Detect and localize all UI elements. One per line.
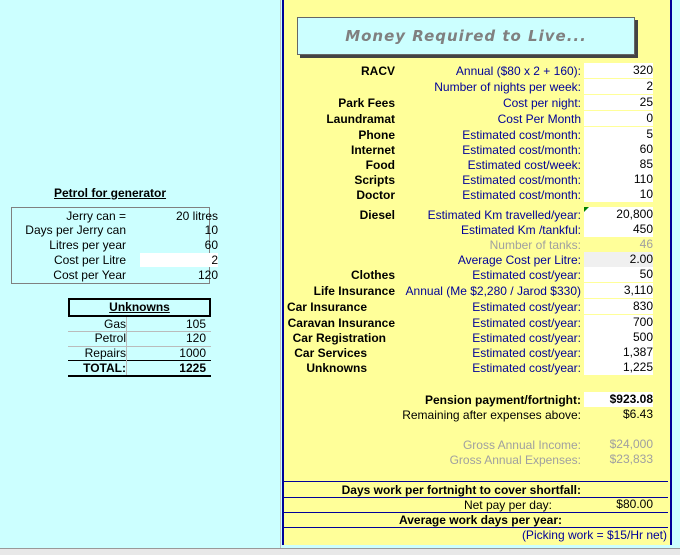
remaining-value[interactable]: $6.43 <box>622 407 653 421</box>
row-value-cell[interactable]: 0 <box>584 111 653 126</box>
row-label: Car Registration <box>292 331 386 345</box>
row-value-cell[interactable]: 5 <box>584 127 653 142</box>
row-label: Doctor <box>356 188 395 202</box>
row-desc: Annual (Me $2,280 / Jarod $330) <box>405 284 581 298</box>
row-desc: Estimated cost/year: <box>472 268 581 282</box>
petrol-value[interactable]: 60 <box>204 238 218 252</box>
column-divider <box>126 317 127 375</box>
row-desc: Number of tanks: <box>489 238 581 252</box>
row-label: Laundramat <box>326 112 395 126</box>
unknowns-label: Petrol <box>94 331 126 345</box>
petrol-label: Days per Jerry can <box>25 223 126 237</box>
row-value-cell[interactable]: 450 <box>584 222 653 237</box>
row-value-cell[interactable]: 46 <box>639 237 653 251</box>
row-value-cell[interactable]: 110 <box>584 172 653 187</box>
row-value-cell[interactable]: 1,225 <box>584 360 653 375</box>
pension-value[interactable]: $923.08 <box>584 392 653 407</box>
row-desc: Estimated cost/year: <box>472 300 581 314</box>
unknowns-label: Repairs <box>84 346 126 360</box>
page-title: Money Required to Live... <box>297 17 635 55</box>
unknowns-total-value[interactable]: 1225 <box>179 361 206 375</box>
unknowns-value[interactable]: 120 <box>185 331 206 345</box>
row-desc: Estimated Km travelled/year: <box>427 208 581 222</box>
row-value-cell[interactable]: 320 <box>584 63 653 78</box>
row-value-cell[interactable]: 10 <box>584 187 653 202</box>
unknowns-value[interactable]: 1000 <box>179 346 206 360</box>
row-desc: Estimated cost/month: <box>462 128 581 142</box>
remaining-label: Remaining after expenses above: <box>402 408 581 422</box>
divider-line <box>68 375 211 377</box>
row-label: Phone <box>358 128 395 142</box>
row-label: Unknowns <box>306 361 367 375</box>
petrol-table <box>11 207 218 284</box>
row-label: Caravan Insurance <box>287 316 395 330</box>
gross-expenses-label: Gross Annual Expenses: <box>449 453 581 467</box>
petrol-value[interactable]: 10 <box>204 223 218 237</box>
row-value-cell[interactable]: 830 <box>584 299 653 314</box>
row-label: Life Insurance <box>313 284 395 298</box>
avg-days-label: Average work days per year: <box>399 513 562 527</box>
gross-income-value[interactable]: $24,000 <box>609 437 653 451</box>
column-gridline <box>280 0 281 554</box>
row-label: Scripts <box>354 173 395 187</box>
row-value-cell[interactable]: 700 <box>584 315 653 330</box>
unknowns-total-label: TOTAL: <box>83 361 126 375</box>
row-desc: Estimated cost/month: <box>462 188 581 202</box>
row-value-cell[interactable]: 3,110 <box>584 283 653 298</box>
petrol-label: Litres per year <box>49 238 126 252</box>
petrol-value[interactable]: 120 <box>197 268 218 282</box>
row-label: RACV <box>360 64 395 78</box>
row-desc: Estimated cost/year: <box>472 316 581 330</box>
unknowns-title: Unknowns <box>68 298 211 317</box>
unknowns-value[interactable]: 105 <box>185 317 206 331</box>
net-pay-value[interactable]: $80.00 <box>616 497 653 511</box>
row-value-cell[interactable]: 25 <box>584 95 653 110</box>
row-value-cell[interactable]: 85 <box>584 157 653 172</box>
row-desc: Estimated cost/year: <box>472 346 581 360</box>
gross-expenses-value[interactable]: $23,833 <box>609 452 653 466</box>
petrol-label: Jerry can = <box>66 209 126 223</box>
row-desc: Annual ($80 x 2 + 160): <box>455 64 581 78</box>
row-desc: Cost Per Month <box>497 112 581 126</box>
row-desc: Average Cost per Litre: <box>457 253 581 267</box>
row-desc: Estimated cost/year: <box>472 331 581 345</box>
row-label: Car Insurance <box>286 300 367 314</box>
row-label: Food <box>365 158 395 172</box>
petrol-label: Cost per Litre <box>53 253 126 267</box>
petrol-value[interactable]: 2 <box>140 253 218 267</box>
row-desc: Estimated cost/week: <box>467 158 581 172</box>
row-desc: Cost per night: <box>502 96 581 110</box>
row-label: Park Fees <box>338 96 395 110</box>
pension-label: Pension payment/fortnight: <box>425 393 581 407</box>
row-label: Car Services <box>294 346 367 360</box>
row-label: Clothes <box>350 268 395 282</box>
row-value-cell[interactable]: 500 <box>584 330 653 345</box>
row-desc: Number of nights per week: <box>434 80 581 94</box>
unknowns-label: Gas <box>103 317 126 331</box>
row-desc: Estimated cost/month: <box>462 143 581 157</box>
row-value-cell[interactable]: 50 <box>584 267 653 282</box>
net-pay-label: Net pay per day: <box>463 498 552 512</box>
days-work-label: Days work per fortnight to cover shortfall: <box>341 483 581 497</box>
row-value-cell[interactable]: 2.00 <box>584 252 653 267</box>
row-desc: Estimated cost/year: <box>472 361 581 375</box>
row-desc: Estimated Km /tankful: <box>460 223 581 237</box>
petrol-title: Petrol for generator <box>54 186 167 200</box>
row-desc: Estimated cost/month: <box>462 173 581 187</box>
divider-line <box>282 481 668 482</box>
comment-indicator-icon[interactable] <box>584 207 589 212</box>
row-value-cell[interactable]: 20,800 <box>584 207 653 222</box>
gross-income-label: Gross Annual Income: <box>462 438 581 452</box>
row-label: Diesel <box>359 208 395 222</box>
row-label: Internet <box>350 143 395 157</box>
row-value-cell[interactable]: 1,387 <box>584 345 653 360</box>
picking-note: (Picking work = $15/Hr net) <box>521 528 667 542</box>
petrol-label: Cost per Year <box>53 268 126 282</box>
petrol-value[interactable]: 20 litres <box>175 209 218 223</box>
row-value-cell[interactable]: 2 <box>584 79 653 94</box>
row-value-cell[interactable]: 60 <box>584 142 653 157</box>
